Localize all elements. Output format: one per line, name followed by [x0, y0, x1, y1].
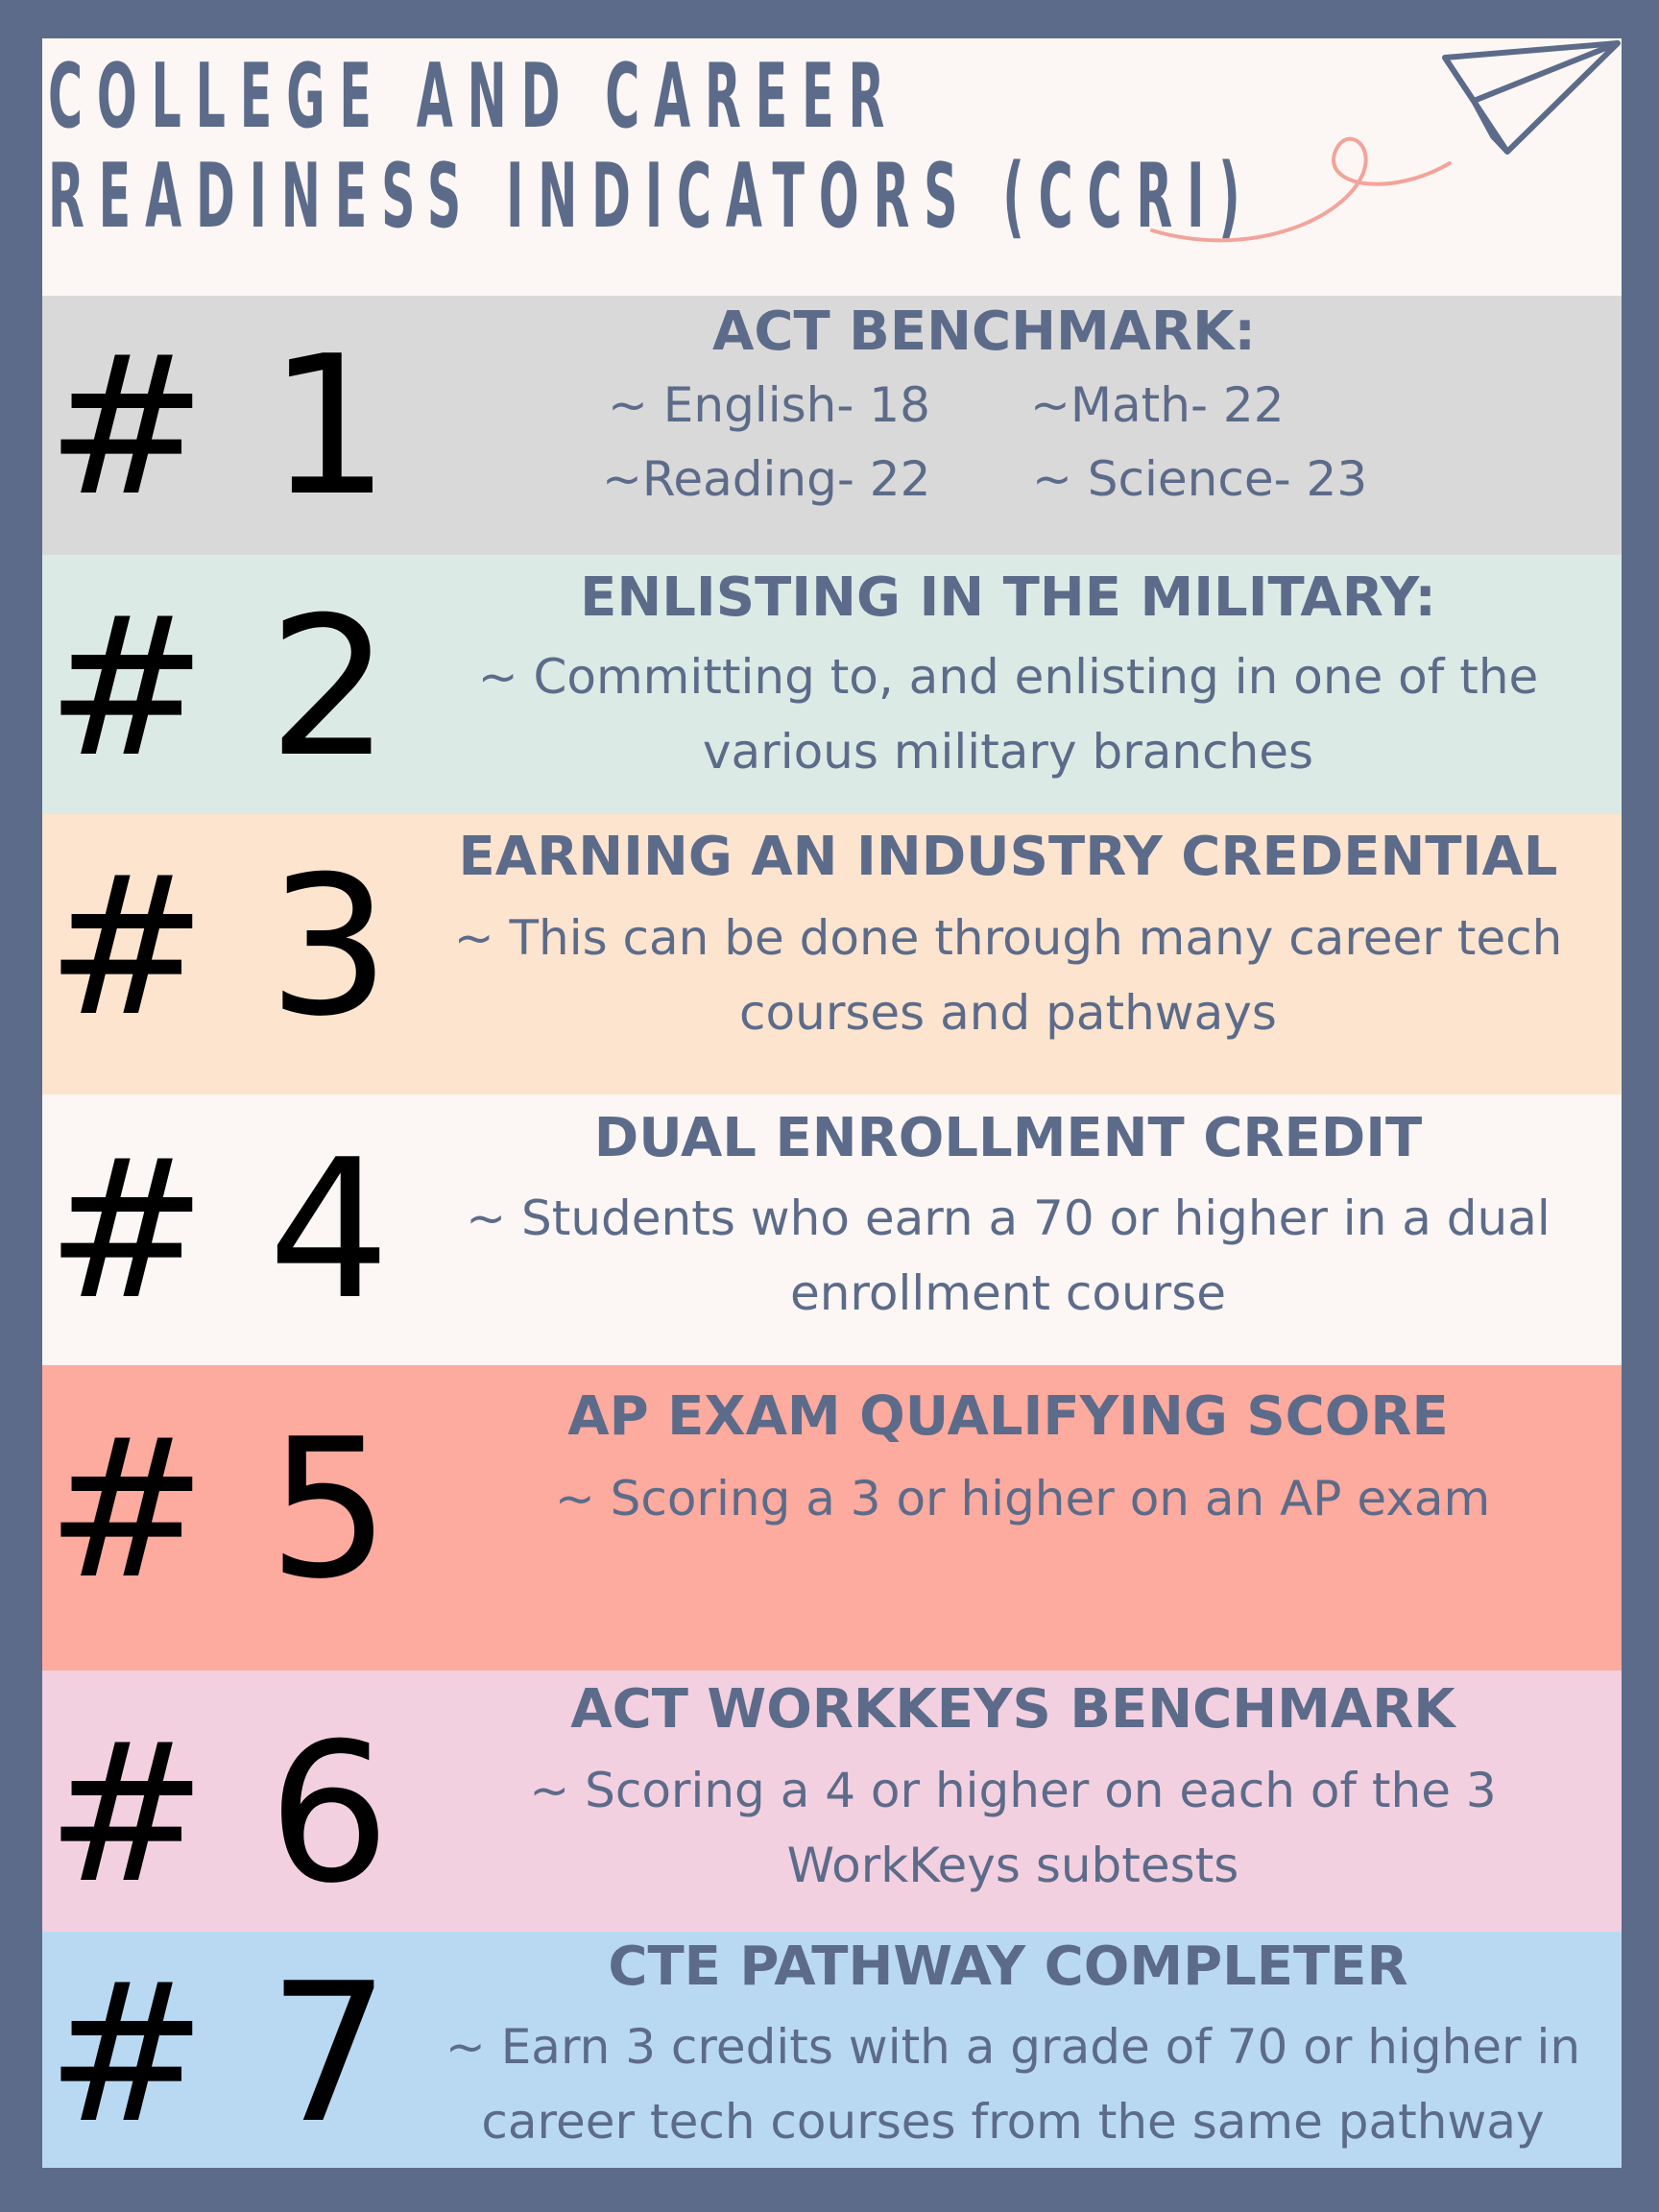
indicator-number-2: # 2 — [46, 576, 391, 800]
act-reading: ~Reading- 22 — [602, 451, 931, 507]
title-line-2: READINESS INDICATORS (CCRI) — [48, 144, 1255, 249]
indicator-heading-5: AP EXAM QUALIFYING SCORE — [567, 1385, 1449, 1448]
act-science: ~ Science- 23 — [1032, 451, 1368, 507]
indicator-desc-5-line-1: ~ Scoring a 3 or higher on an AP exam — [554, 1471, 1491, 1527]
indicator-desc-3-line-1: ~ This can be done through many career tech — [453, 910, 1563, 966]
act-math: ~Math- 22 — [1030, 377, 1285, 433]
indicator-desc-6-line-2: WorkKeys subtests — [786, 1838, 1239, 1893]
indicator-desc-5 — [437, 1461, 1608, 1536]
indicator-heading-2: ENLISTING IN THE MILITARY: — [580, 566, 1436, 629]
indicator-desc-6-line-1: ~ Scoring a 4 or higher on each of the 3 — [529, 1763, 1497, 1818]
indicator-number-6: # 6 — [46, 1702, 391, 1926]
act-english: ~ English- 18 — [608, 377, 930, 433]
indicator-desc-4-line-2: enrollment course — [789, 1265, 1227, 1321]
indicator-desc-2 — [422, 639, 1594, 789]
indicator-heading-6: ACT WORKKEYS BENCHMARK — [570, 1678, 1455, 1741]
indicator-desc-4 — [422, 1181, 1594, 1331]
indicator-desc-2-line-2: various military branches — [702, 724, 1314, 780]
indicator-heading-3: EARNING AN INDUSTRY CREDENTIAL — [458, 826, 1558, 888]
indicator-number-3: # 3 — [46, 835, 391, 1059]
title-line-1: COLLEGE AND CAREER — [48, 44, 900, 149]
indicator-desc-3 — [422, 901, 1594, 1050]
indicator-heading-1: ACT BENCHMARK: — [712, 301, 1256, 363]
indicator-number-7: # 7 — [46, 1942, 391, 2166]
indicator-number-5: # 5 — [46, 1398, 391, 1622]
paper-plane-icon — [1133, 29, 1632, 250]
indicator-desc-7-line-2: career tech courses from the same pathway — [481, 2094, 1545, 2150]
indicator-desc-4-line-1: ~ Students who earn a 70 or higher in a dual — [466, 1190, 1551, 1246]
indicator-desc-6 — [427, 1753, 1599, 1903]
indicator-desc-7-line-1: ~ Earn 3 credits with a grade of 70 or higher in — [445, 2019, 1581, 2075]
indicator-heading-4: DUAL ENROLLMENT CREDIT — [593, 1107, 1423, 1169]
indicator-number-1: # 1 — [46, 315, 391, 539]
indicator-desc-7 — [422, 2009, 1603, 2159]
indicator-desc-2-line-1: ~ Committing to, and enlisting in one of the — [477, 649, 1539, 705]
indicator-desc-3-line-2: courses and pathways — [739, 985, 1277, 1041]
indicator-number-4: # 4 — [46, 1118, 391, 1342]
indicator-heading-7: CTE PATHWAY COMPLETER — [608, 1936, 1408, 1998]
